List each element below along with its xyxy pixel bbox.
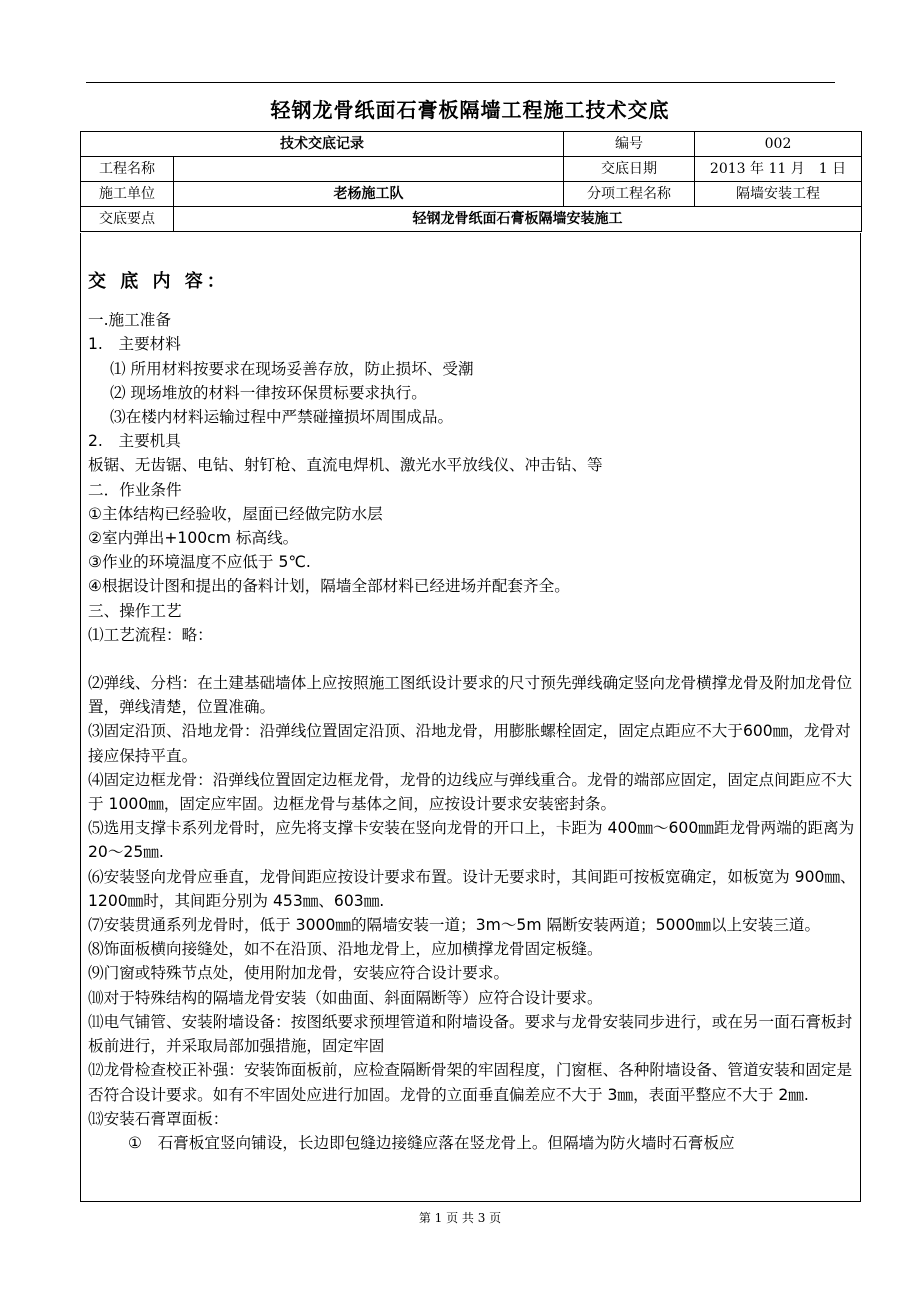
document-title: 轻钢龙骨纸面石膏板隔墙工程施工技术交底 [270,98,670,122]
list-item: ⑸选用支撑卡系列龙骨时，应先将支撑卡安装在竖向龙骨的开口上，卡距为 400㎜～600㎜距龙骨两端的距离为 20～25㎜. [88,819,855,862]
sub-project-value: 隔墙安装工程 [695,182,862,207]
section-heading: 二．作业条件 [88,480,182,499]
number-value: 002 [695,132,862,157]
content-body [88,270,862,1155]
sub-project-label: 分项工程名称 [564,182,695,207]
number-label: 编号 [564,132,695,157]
header-rule [86,82,835,83]
list-item: ① 石膏板宜竖向铺设，长边即包缝边接缝应落在竖龙骨上。但隔墙为防火墙时石膏板应 [128,1133,735,1152]
list-item: ③作业的环境温度不应低于 5℃. [88,553,311,572]
project-name-value [174,157,564,182]
unit-value: 老杨施工队 [174,182,564,207]
section-heading: 三、操作工艺 [88,601,182,620]
list-item: ⑵弹线、分档：在土建基础墙体上应按照施工图纸设计要求的尺寸预先弹线确定竖向龙骨横撑龙骨及附加龙骨位置，弹线清楚，位置准确。 [88,674,853,717]
subsection-heading: 1. 主要材料 [88,335,181,354]
key-points-label: 交底要点 [81,207,174,232]
spacer [88,647,862,671]
section-heading: 一.施工准备 [88,311,171,330]
paragraph: 板锯、无齿锯、电钻、射钉枪、直流电焊机、激光水平放线仪、冲击钻、等 [88,456,603,475]
list-item: ⑴工艺流程：略： [88,625,213,644]
list-item: ⑶固定沿顶、沿地龙骨：沿弹线位置固定沿顶、沿地龙骨，用膨胀螺栓固定，固定点距应不大于600㎜，龙骨对接应保持平直。 [88,722,851,765]
table-row [81,182,862,207]
list-item: ⑾电气铺管、安装附墙设备：按图纸要求预埋管道和附墙设备。要求与龙骨安装同步进行，或在另一面石膏板封板前进行，并采取局部加强措施，固定牢固 [88,1012,853,1056]
list-item: ②室内弹出+100cm 标高线。 [88,529,299,548]
list-item: ④根据设计图和提出的备料计划，隔墙全部材料已经进场并配套齐全。 [88,577,570,596]
list-item: ⑵ 现场堆放的材料一律按环保贯标要求执行。 [110,383,427,402]
list-item: ⑼门窗或特殊节点处，使用附加龙骨，安装应符合设计要求。 [88,964,510,983]
list-item: ⑴ 所用材料按要求在现场妥善存放，防止损坏、受潮 [110,359,474,378]
record-label: 技术交底记录 [81,132,564,157]
key-points-value: 轻钢龙骨纸面石膏板隔墙安装施工 [174,207,862,232]
page-number: 第 1 页 共 3 页 [418,1211,502,1225]
list-item: ⑺安装贯通系列龙骨时，低于 3000㎜的隔墙安装一道；3m～5m 隔断安装两道；5000㎜以上安装三道。 [88,916,821,935]
header-table [80,131,862,232]
list-item: ⑷固定边框龙骨：沿弹线位置固定边框龙骨，龙骨的边线应与弹线重合。龙骨的端部应固定，固定点间距应不大于 1000㎜，固定应牢固。边框龙骨与基体之间，应按设计要求安装密封条。 [88,770,853,814]
list-item: ⑿龙骨检查校正补强：安装饰面板前，应检查隔断骨架的牢固程度，门窗框、各种附墙设备、管道安装和固定是否符合设计要求。如有不牢固处应进行加固。龙骨的立面垂直偏差应不大于 3㎜，表面平整应不大于 2㎜. [88,1061,853,1104]
table-row [81,207,862,232]
table-row [81,157,862,182]
unit-label: 施工单位 [81,182,174,207]
list-item: ⑶在楼内材料运输过程中严禁碰撞损坏周围成品。 [110,408,454,427]
list-item: ⒀安装石膏罩面板： [88,1109,229,1128]
project-name-label: 工程名称 [81,157,174,182]
table-row [81,132,862,157]
date-label: 交底日期 [564,157,695,182]
list-item: ⑽对于特殊结构的隔墙龙骨安装（如曲面、斜面隔断等）应符合设计要求。 [88,988,603,1007]
list-item: ⑹安装竖向龙骨应垂直，龙骨间距应按设计要求布置。设计无要求时，其间距可按板宽确定，如板宽为 900㎜、1200㎜时，其间距分别为 453㎜、603㎜. [88,867,856,910]
list-item: ①主体结构已经验收，屋面已经做完防水层 [88,504,383,523]
date-value: 2013 年 11 月 1 日 [695,157,862,182]
content-heading: 交 底 内 容： [88,271,229,292]
list-item: ⑻饰面板横向接缝处，如不在沿顶、沿地龙骨上，应加横撑龙骨固定板缝。 [88,940,603,959]
subsection-heading: 2. 主要机具 [88,432,181,451]
